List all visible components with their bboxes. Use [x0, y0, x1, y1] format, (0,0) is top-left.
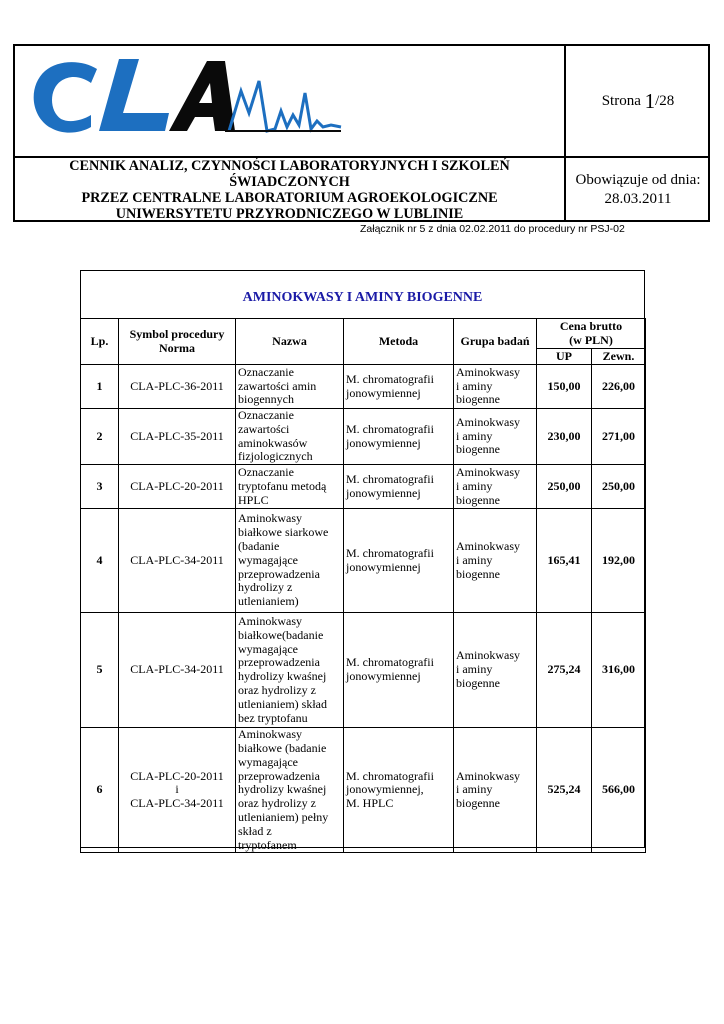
cell-symbol-line: CLA-PLC-34-2011 [130, 662, 224, 677]
cell-price-up: 150,00 [537, 365, 592, 409]
cell-lp: 3 [81, 465, 119, 509]
cell-name [236, 465, 344, 509]
cell-symbol [119, 613, 236, 728]
cell-symbol-line: i [175, 782, 179, 797]
cell-price-up: 165,41 [537, 509, 592, 613]
cell-symbol-line: CLA-PLC-20-2011 [130, 768, 224, 783]
cla-logo [19, 51, 344, 149]
cell-name-line: zawartości [238, 421, 290, 436]
cell-name-line: zawartości amin [238, 378, 317, 393]
cell-symbol-line: CLA-PLC-36-2011 [130, 378, 224, 393]
cell-group-line: i aminy [456, 378, 493, 393]
header-symbol [119, 319, 236, 365]
price-table [80, 318, 646, 853]
cell-symbol [119, 365, 236, 409]
cell-name-line: tryptofanu metodą [238, 478, 327, 493]
cell-name-line: bez tryptofanu [238, 710, 308, 725]
section-title: AMINOKWASY I AMINY BIOGENNE [81, 271, 644, 319]
cell-price-other: 566,00 [592, 728, 646, 853]
cell-name-line: przeprowadzenia [238, 566, 320, 581]
table-row [81, 365, 646, 409]
page-label: Strona [601, 92, 641, 109]
cell-name-line: przeprowadzenia [238, 655, 320, 670]
cell-group-line: biogenne [456, 566, 500, 581]
page-current: 1 [644, 88, 656, 113]
cell-method [344, 465, 454, 509]
cell-group-line: i aminy [456, 552, 493, 567]
cell-name-line: Oznaczanie [238, 364, 294, 379]
cell-name-line: HPLC [238, 492, 269, 507]
header-group: Grupa badań [454, 319, 537, 365]
cell-method-line: jonowymiennej [346, 669, 421, 684]
header-up: UP [537, 349, 592, 365]
cell-lp: 5 [81, 613, 119, 728]
logo-letter-a [169, 61, 235, 131]
cell-symbol [119, 465, 236, 509]
table-row [81, 409, 646, 465]
cell-name-line: aminokwasów [238, 435, 308, 450]
header-name: Nazwa [236, 319, 344, 365]
cell-name-line: hydrolizy kwaśnej [238, 782, 327, 797]
table-row [81, 728, 646, 853]
cell-method-line: jonowymiennej [346, 485, 421, 500]
cell-method-line: M. chromatografii [346, 655, 434, 670]
cell-price-other: 271,00 [592, 409, 646, 465]
cell-method-line: jonowymiennej, [346, 782, 424, 797]
header-price-line: Cena brutto [559, 318, 623, 333]
cell-name-line: wymagające [238, 641, 298, 656]
cell-name-line: utlenianiem) [238, 594, 299, 609]
cell-method-line: jonowymiennej [346, 385, 421, 400]
cell-name-line: oraz hydrolizy z [238, 796, 316, 811]
cell-method [344, 509, 454, 613]
attachment-note: Załącznik nr 5 z dnia 02.02.2011 do procedury nr PSJ-02 [360, 223, 625, 235]
cell-price-up: 250,00 [537, 465, 592, 509]
page-number [566, 46, 710, 156]
cell-group-line: biogenne [456, 796, 500, 811]
price-table-section [80, 270, 645, 852]
cell-name-line: utlenianiem) pełny [238, 809, 329, 824]
cell-method-line: M. HPLC [346, 796, 394, 811]
logo-waveform [229, 81, 341, 131]
header-other: Zewn. [592, 349, 646, 365]
cell-name-line: Oznaczanie [238, 464, 294, 479]
page-total: /28 [655, 92, 675, 109]
valid-from [566, 158, 710, 222]
cell-name-line: białkowe (badanie [238, 740, 327, 755]
cell-symbol-line: CLA-PLC-34-2011 [130, 552, 224, 567]
cell-price-up: 275,24 [537, 613, 592, 728]
header-symbol-line: Symbol procedury [129, 326, 225, 341]
cell-symbol-line: CLA-PLC-35-2011 [130, 428, 224, 443]
cell-method [344, 365, 454, 409]
cell-group-line: biogenne [456, 492, 500, 507]
cell-price-other: 250,00 [592, 465, 646, 509]
cell-symbol [119, 509, 236, 613]
title-line: ŚWIADCZONYCH [229, 174, 350, 190]
cell-group [454, 465, 537, 509]
cell-name-line: tryptofanem [238, 837, 297, 852]
cell-method-line: M. chromatografii [346, 768, 434, 783]
cell-name-line: (badanie [238, 538, 280, 553]
cell-name-line: wymagające [238, 552, 298, 567]
document-header [13, 44, 710, 222]
cell-name-line: Aminokwasy [238, 614, 302, 628]
header-price [537, 319, 646, 349]
cell-name-line: hydrolizy kwaśnej [238, 669, 327, 684]
table-row [81, 465, 646, 509]
cell-name-line: wymagające [238, 754, 298, 769]
cell-group [454, 728, 537, 853]
cell-group [454, 409, 537, 465]
cell-method-line: M. chromatografii [346, 371, 434, 386]
cell-group-line: Aminokwasy [456, 464, 520, 479]
cell-method-line: jonowymiennej [346, 435, 421, 450]
cell-symbol [119, 409, 236, 465]
title-line: UNIWERSYTETU PRZYRODNICZEGO W LUBLINIE [115, 206, 464, 222]
cell-group [454, 365, 537, 409]
cell-price-other: 316,00 [592, 613, 646, 728]
cell-price-up: 525,24 [537, 728, 592, 853]
cell-group-line: Aminokwasy [456, 414, 520, 429]
logo-letter-l [99, 59, 169, 131]
cell-group [454, 509, 537, 613]
cell-group-line: Aminokwasy [456, 538, 520, 553]
cell-name-line: białkowe siarkowe [238, 525, 329, 540]
cell-symbol-line: CLA-PLC-34-2011 [130, 796, 224, 811]
cell-lp: 4 [81, 509, 119, 613]
cell-name-line: fizjologicznych [238, 449, 313, 464]
cell-price-up: 230,00 [537, 409, 592, 465]
cell-method [344, 613, 454, 728]
title-line: CENNIK ANALIZ, CZYNNOŚCI LABORATORYJNYCH I SZKOLEŃ [69, 158, 510, 174]
cell-group-line: i aminy [456, 428, 493, 443]
cell-name-line: Aminokwasy [238, 727, 302, 742]
valid-date: 28.03.2011 [604, 191, 672, 207]
header-lp: Lp. [81, 319, 119, 365]
cell-group-line: Aminokwasy [456, 768, 520, 783]
cell-method-line: M. chromatografii [346, 471, 434, 486]
cell-price-other: 192,00 [592, 509, 646, 613]
document-title [15, 158, 564, 222]
cell-name [236, 409, 344, 465]
cell-name-line: oraz hydrolizy z [238, 682, 316, 697]
table-row [81, 613, 646, 728]
cell-lp: 6 [81, 728, 119, 853]
cell-price-other: 226,00 [592, 365, 646, 409]
cell-name-line: Oznaczanie [238, 408, 294, 422]
logo-letter-c [34, 62, 97, 133]
cell-group-line: Aminokwasy [456, 648, 520, 663]
header-symbol-line: Norma [159, 340, 195, 355]
header-method: Metoda [344, 319, 454, 365]
cell-lp: 2 [81, 409, 119, 465]
cell-name-line: skład z [238, 823, 272, 838]
cell-method [344, 728, 454, 853]
cell-group-line: i aminy [456, 662, 493, 677]
cell-group-line: i aminy [456, 478, 493, 493]
cell-group-line: i aminy [456, 782, 493, 797]
cell-symbol-line: CLA-PLC-20-2011 [130, 478, 224, 493]
cell-method [344, 409, 454, 465]
cell-name-line: biogennych [238, 392, 294, 407]
cell-name-line: przeprowadzenia [238, 768, 320, 783]
cell-method-line: jonowymiennej [346, 559, 421, 574]
cell-symbol [119, 728, 236, 853]
cell-lp: 1 [81, 365, 119, 409]
cell-name-line: hydrolizy z [238, 580, 293, 595]
cell-name [236, 365, 344, 409]
cell-method-line: M. chromatografii [346, 421, 434, 436]
cell-group-line: biogenne [456, 392, 500, 407]
cell-name-line: utlenianiem) skład [238, 696, 327, 711]
cell-group [454, 613, 537, 728]
cell-group-line: biogenne [456, 676, 500, 691]
cell-method-line: M. chromatografii [346, 545, 434, 560]
cell-group-line: biogenne [456, 442, 500, 457]
header-price-line: (w PLN) [569, 332, 613, 347]
cell-name-line: Aminokwasy [238, 511, 302, 526]
cell-name [236, 509, 344, 613]
table-row [81, 509, 646, 613]
title-line: PRZEZ CENTRALNE LABORATORIUM AGROEKOLOGICZNE [81, 190, 498, 206]
cell-group-line: Aminokwasy [456, 364, 520, 379]
valid-label: Obowiązuje od dnia: [575, 172, 701, 188]
table-body [81, 365, 646, 853]
cell-name [236, 613, 344, 728]
cell-name [236, 728, 344, 853]
cell-name-line: białkowe(badanie [238, 627, 324, 642]
